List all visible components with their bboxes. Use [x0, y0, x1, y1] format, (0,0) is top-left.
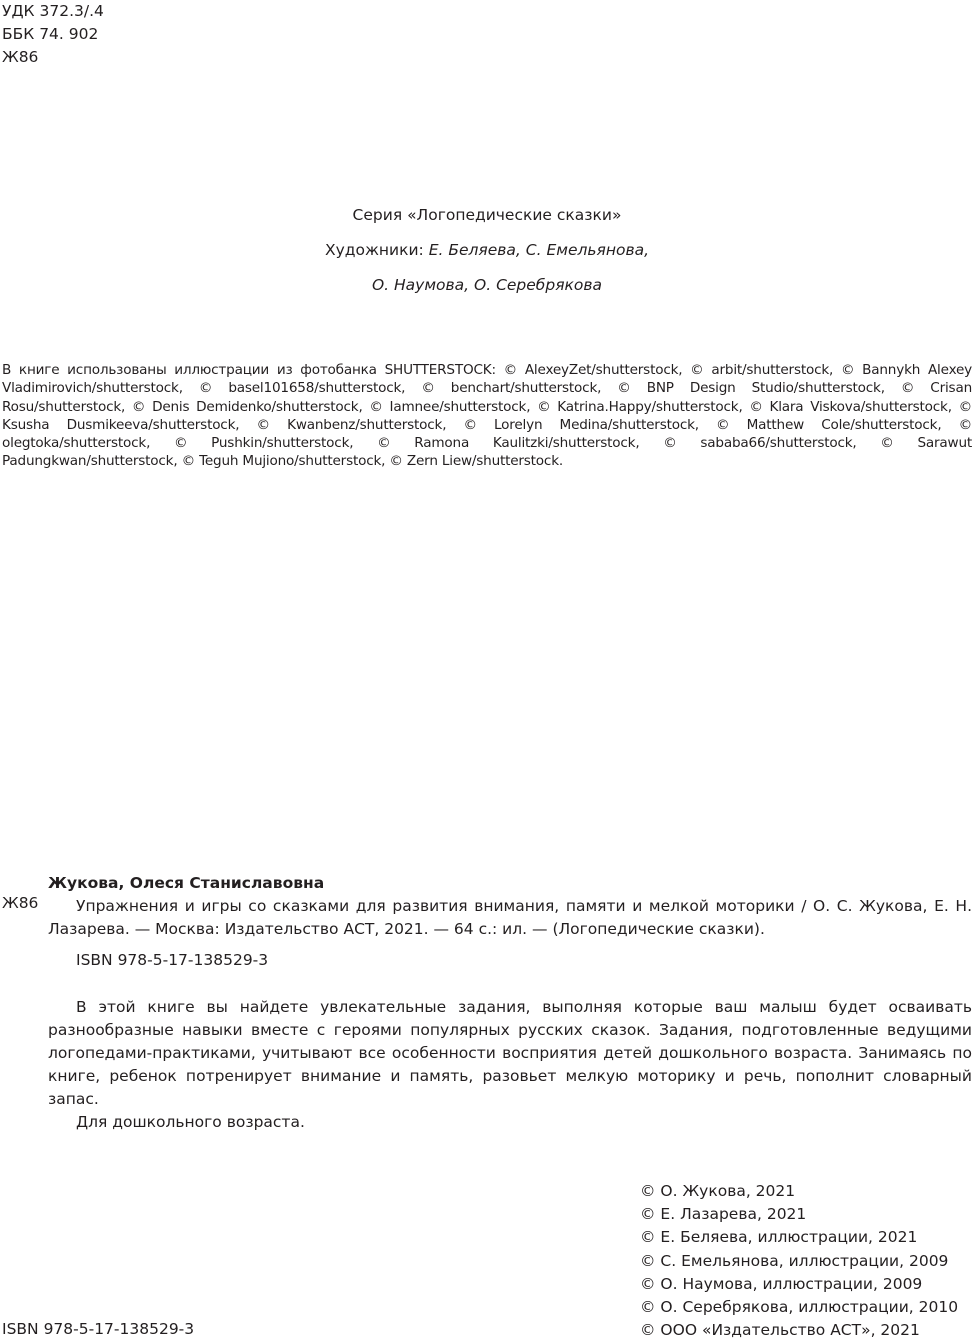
- copyright-line: © ООО «Издательство АСТ», 2021: [640, 1321, 920, 1340]
- artists-names-2: О. Наумова, О. Серебрякова: [371, 276, 603, 294]
- copyright-line: © О. Жукова, 2021: [640, 1182, 796, 1200]
- copyright-line: © О. Серебрякова, иллюстрации, 2010: [640, 1298, 959, 1317]
- classification-index: [2, 0, 104, 69]
- series-block: [0, 203, 974, 308]
- record-author-code: Ж86: [2, 894, 39, 912]
- bibliographic-record: [48, 872, 972, 1134]
- record-author: Жукова, Олеся Станиславовна: [48, 874, 325, 892]
- artists-line-2: [0, 273, 974, 308]
- record-description: Упражнения и игры со сказками для развития внимания, памяти и мелкой моторики / О. С. Жукова, Е. Н. Лазарева. — Москва: Издательство АСТ, 2021. — 64 с.: ил. — (Логопедические сказки).: [48, 897, 972, 938]
- bbk-code: ББК 74. 902: [2, 25, 99, 43]
- artists-line-1: [0, 238, 974, 273]
- copyright-line: © О. Наумова, иллюстрации, 2009: [640, 1274, 923, 1293]
- copyright-line: © С. Емельянова, иллюстрации, 2009: [640, 1251, 949, 1270]
- artists-label: Художники:: [324, 241, 429, 259]
- udk-code: УДК 372.3/.4: [2, 2, 104, 20]
- illustration-credits: В книге использованы иллюстрации из фотобанка SHUTTERSTOCK: © AlexeyZet/shutterstock, © arbit/shutterstock, © Bannykh Alexey Vladimirovich/shutterstock, © basel101658/shutterstock, © benchart/shutterstock, © BNP Design Studio/shutterstock, © Crisan Rosu/shutterstock, © Denis Demidenko/shutterstock, © Iamnee/shutterstock, © Katrina.Happy/shutterstock, © Klara Viskova/shutterstock, © Ksusha Dusmikeeva/shutterstock, © Kwanbenz/shutterstock, © Lorelyn Medina/shutterstock, © Matthew Cole/shutterstock, © olegtoka/shutterstock, © Pushkin/shutterstock, © Ramona Kaulitzki/shutterstock, © sababa66/shutterstock, © Sarawut Padungkwan/shutterstock, © Teguh Mujiono/shutterstock, © Zern Liew/shutterstock.: [2, 362, 972, 470]
- artists-names-1: Е. Беляева, С. Емельянова,: [428, 241, 650, 259]
- annotation: В этой книге вы найдете увлекательные задания, выполняя которые ваш малыш будет осваивать разнообразные навыки вместе с героями популярных русских сказок. Задания, подготовленные ведущими логопедами-практиками, учитывают все особенности восприятия детей дошкольного возраста. Занимаясь по книге, ребенок потренирует внимание и память, разовьет мелкую моторику и речь, пополнит словарный запас.: [48, 998, 972, 1108]
- series-title: Серия «Логопедические сказки»: [352, 206, 622, 224]
- age-rating: Для дошкольного возраста.: [76, 1113, 305, 1131]
- copyright-line: © Е. Беляева, иллюстрации, 2021: [640, 1228, 918, 1247]
- isbn-footer: ISBN 978-5-17-138529-3: [2, 1320, 195, 1338]
- record-isbn: ISBN 978-5-17-138529-3: [76, 951, 269, 969]
- author-sign: Ж86: [2, 48, 39, 66]
- copyright-list: [640, 1180, 958, 1342]
- copyright-line: © Е. Лазарева, 2021: [640, 1205, 807, 1224]
